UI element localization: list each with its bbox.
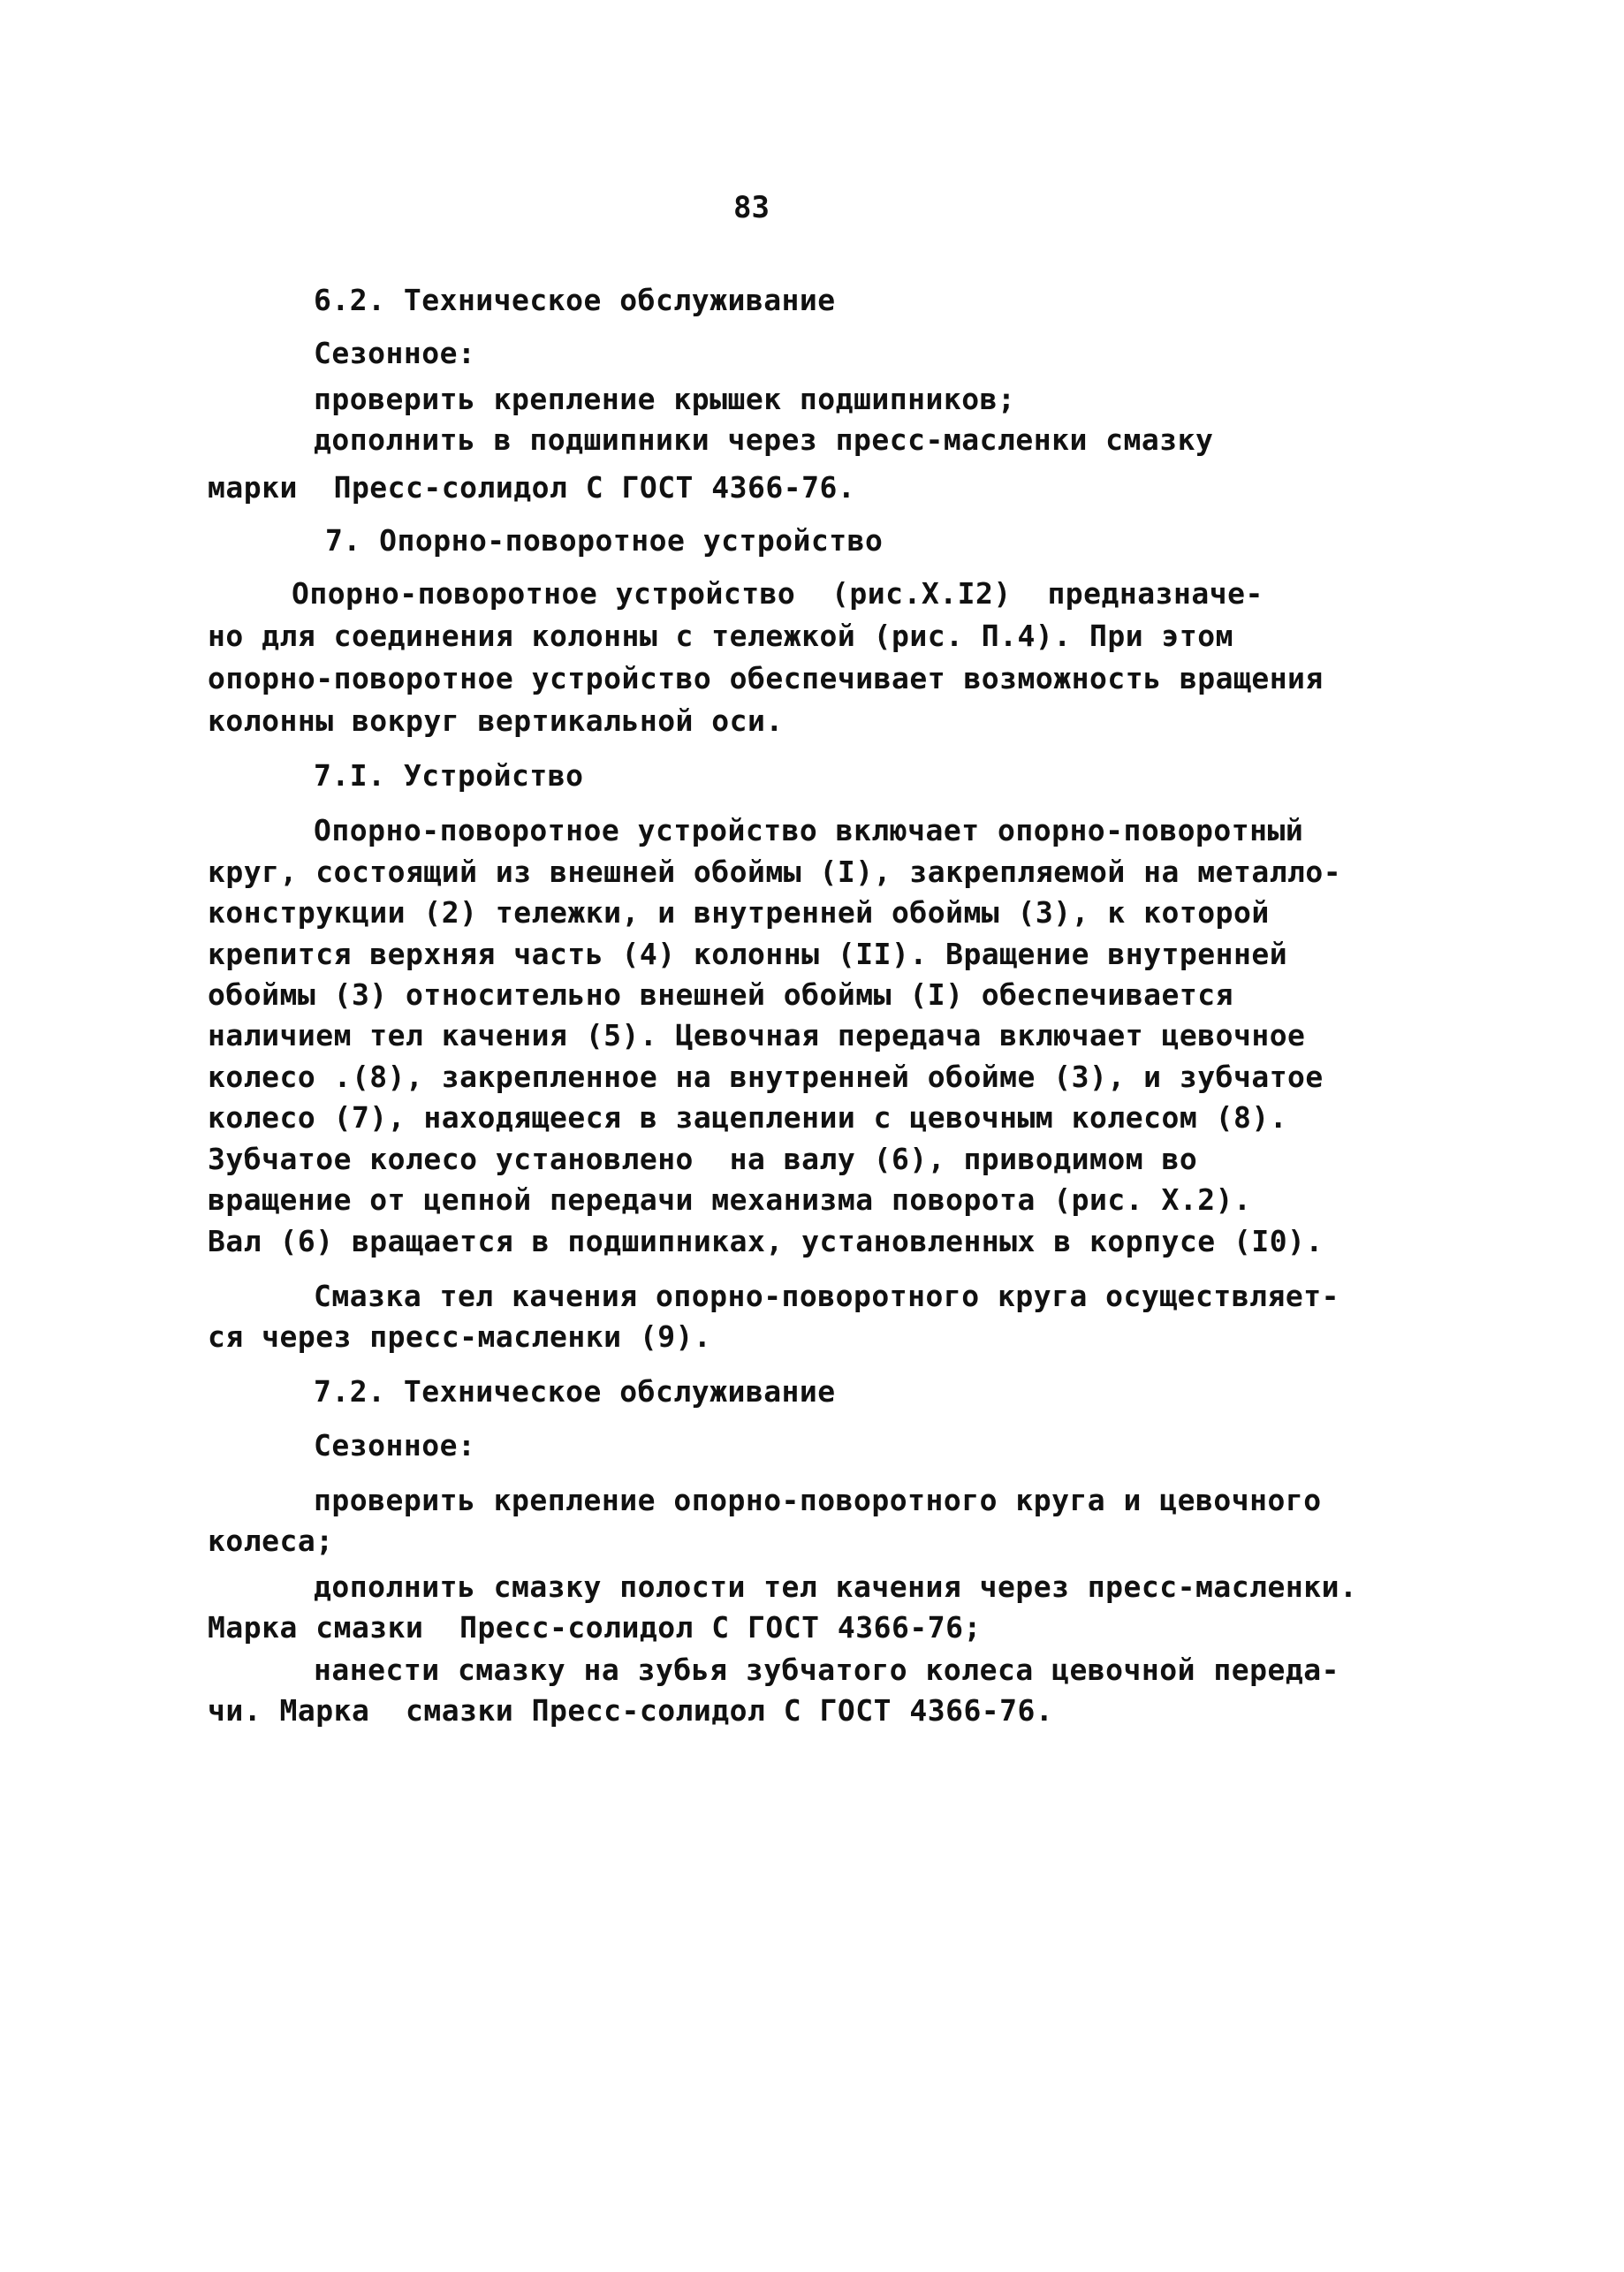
text-line: конструкции (2) тележки, и внутренней обоймы (3), к которой <box>208 895 1270 930</box>
section-heading-7: 7. Опорно-поворотное устройство <box>325 523 884 558</box>
text-line: проверить крепление опорно-поворотного круга и цевочного <box>314 1483 1322 1517</box>
text-line: круг, состоящий из внешней обоймы (I), закрепляемой на металло- <box>208 855 1342 889</box>
text-line: Опорно-поворотное устройство включает опорно-поворотный <box>314 813 1304 847</box>
text-line: колесо (7), находящееся в зацеплении с цевочным колесом (8). <box>208 1100 1288 1135</box>
text-line: Смазка тел качения опорно-поворотного круга осуществляет- <box>314 1279 1339 1313</box>
text-line: вращение от цепной передачи механизма поворота (рис. X.2). <box>208 1182 1252 1217</box>
section-heading-7-1: 7.I. Устройство <box>314 758 584 793</box>
text-line: марки Пресс-солидол С ГОСТ 4366-76. <box>208 470 856 505</box>
text-line: дополнить в подшипники через пресс-масленки смазку <box>314 422 1214 457</box>
text-line: Марка смазки Пресс-солидол С ГОСТ 4366-76; <box>208 1610 982 1645</box>
subheading-seasonal: Сезонное: <box>314 1428 476 1463</box>
section-heading-6-2: 6.2. Техническое обслуживание <box>314 283 836 317</box>
text-line: опорно-поворотное устройство обеспечивает возможность вращения <box>208 661 1324 695</box>
text-line: колонны вокруг вертикальной оси. <box>208 703 784 738</box>
text-line: чи. Марка смазки Пресс-солидол С ГОСТ 4366-76. <box>208 1693 1054 1728</box>
text-line: Опорно-поворотное устройство (рис.X.I2) предназначе- <box>292 576 1264 611</box>
text-line: колеса; <box>208 1524 334 1558</box>
subheading-seasonal: Сезонное: <box>314 336 476 370</box>
text-line: нанести смазку на зубья зубчатого колеса цевочной переда- <box>314 1653 1339 1687</box>
text-line: наличием тел качения (5). Цевочная передача включает цевочное <box>208 1018 1306 1052</box>
text-line: Вал (6) вращается в подшипниках, установленных в корпусе (I0). <box>208 1224 1324 1258</box>
text-line: но для соединения колонны с тележкой (рис. П.4). При этом <box>208 619 1233 653</box>
page-number: 83 <box>733 190 770 225</box>
text-line: обоймы (3) относительно внешней обоймы (I) обеспечивается <box>208 977 1233 1012</box>
text-line: ся через пресс-масленки (9). <box>208 1319 712 1354</box>
text-line: колесо .(8), закрепленное на внутренней обойме (3), и зубчатое <box>208 1060 1324 1094</box>
section-heading-7-2: 7.2. Техническое обслуживание <box>314 1374 836 1409</box>
text-line: крепится верхняя часть (4) колонны (II). Вращение внутренней <box>208 937 1288 971</box>
text-line: проверить крепление крышек подшипников; <box>314 382 1016 416</box>
text-line: дополнить смазку полости тел качения через пресс-масленки. <box>314 1569 1358 1604</box>
text-line: Зубчатое колесо установлено на валу (6), приводимом во <box>208 1142 1198 1176</box>
